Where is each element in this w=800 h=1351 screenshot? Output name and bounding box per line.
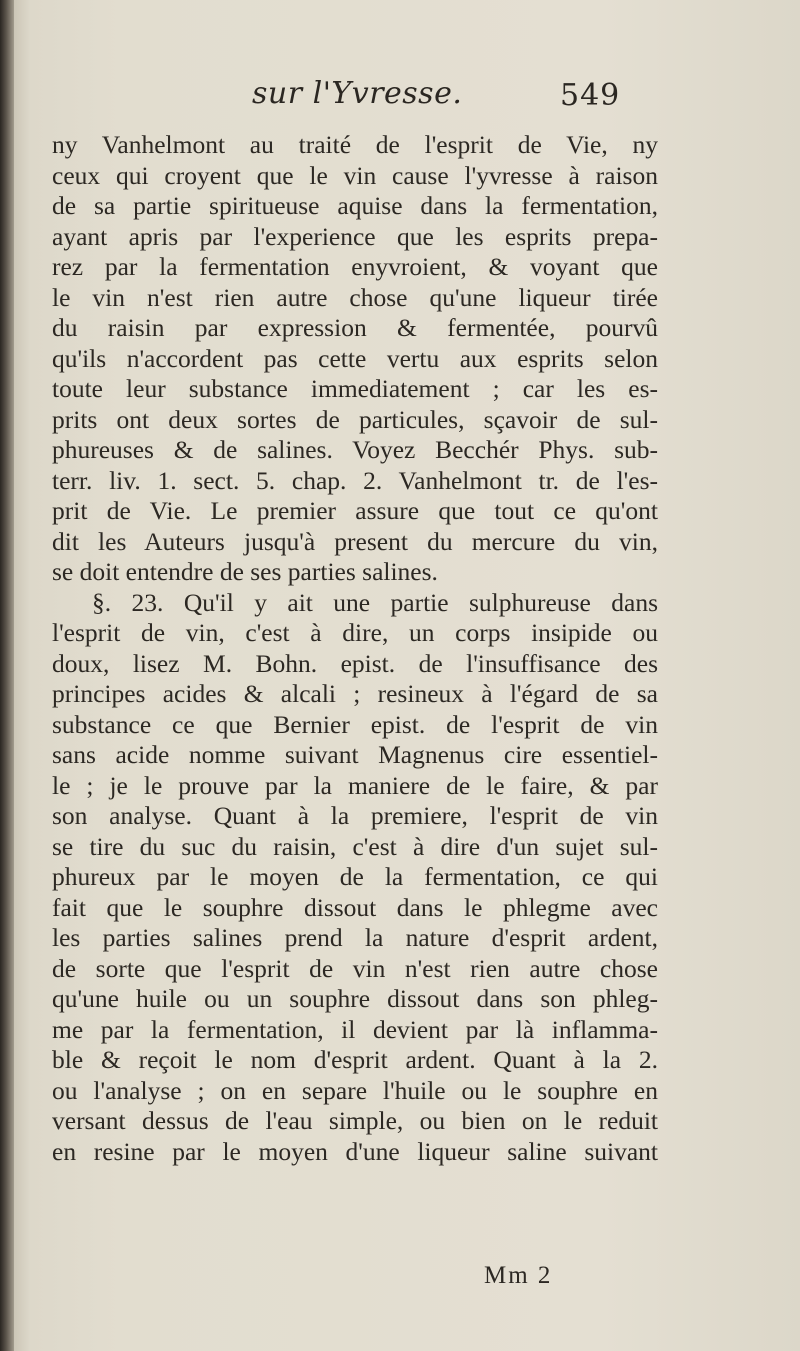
text-line: prits ont deux sortes de particules, sçavoir de sul- <box>52 404 658 434</box>
text-line: sans acide nomme suivant Magnenus cire essentiel- <box>52 740 658 769</box>
paragraph-start-line: §. 23. Qu'il y ait une partie sulphureuse dans <box>92 587 658 617</box>
text-line: les parties salines prend la nature d'esprit ardent, <box>52 923 658 952</box>
text-line: son analyse. Quant à la premiere, l'esprit de vin <box>52 801 658 830</box>
text-line: phureuses & de salines. Voyez Becchér Phys. sub- <box>52 435 658 464</box>
text-line: de sa partie spiritueuse aquise dans la fermentation, <box>52 191 658 220</box>
running-title: sur l'Yvresse. <box>252 76 463 111</box>
page-number: 549 <box>560 78 621 113</box>
running-head <box>0 76 800 126</box>
text-line: se tire du suc du raisin, c'est à dire d'un sujet sul- <box>52 831 658 861</box>
text-line: ble & reçoit le nom d'esprit ardent. Quant à la 2. <box>52 1045 658 1074</box>
text-line: en resine par le moyen d'une liqueur saline suivant <box>52 1136 658 1166</box>
text-line: ayant apris par l'experience que les esprits prepa- <box>52 221 658 251</box>
text-line: doux, lisez M. Bohn. epist. de l'insuffisance des <box>52 648 658 678</box>
text-line: toute leur substance immediatement ; car les es- <box>52 374 658 403</box>
text-line: qu'ils n'accordent pas cette vertu aux esprits selon <box>52 343 658 373</box>
text-line: substance ce que Bernier epist. de l'esprit de vin <box>52 709 658 739</box>
book-spine-shadow <box>0 0 14 1351</box>
text-line: ou l'analyse ; on en separe l'huile ou le souphre en <box>52 1075 658 1105</box>
text-line: versant dessus de l'eau simple, ou bien on le reduit <box>52 1106 658 1135</box>
text-line: qu'une huile ou un souphre dissout dans son phleg- <box>52 984 658 1013</box>
text-line: phureux par le moyen de la fermentation, ce qui <box>52 862 658 891</box>
text-line: rez par la fermentation enyvroient, & voyant que <box>52 252 658 281</box>
text-line: fait que le souphre dissout dans le phlegme avec <box>52 892 658 922</box>
text-line: terr. liv. 1. sect. 5. chap. 2. Vanhelmont tr. de l'es- <box>52 465 658 495</box>
text-line: se doit entendre de ses parties salines. <box>52 557 438 586</box>
text-line: le ; je le prouve par la maniere de le faire, & par <box>52 770 658 800</box>
text-line: prit de Vie. Le premier assure que tout ce qu'ont <box>52 496 658 525</box>
text-line: le vin n'est rien autre chose qu'une liqueur tirée <box>52 282 658 312</box>
text-line: principes acides & alcali ; resineux à l'égard de sa <box>52 679 658 708</box>
text-line: l'esprit de vin, c'est à dire, un corps insipide ou <box>52 618 658 647</box>
body-text <box>52 130 658 1167</box>
text-line: ceux qui croyent que le vin cause l'yvresse à raison <box>52 160 658 190</box>
text-line: me par la fermentation, il devient par là inflamma- <box>52 1014 658 1044</box>
signature-mark: Mm 2 <box>484 1262 553 1289</box>
text-line: ny Vanhelmont au traité de l'esprit de Vie, ny <box>52 130 658 159</box>
text-line: dit les Auteurs jusqu'à present du mercure du vin, <box>52 526 658 556</box>
text-line: du raisin par expression & fermentée, pourvû <box>52 313 658 342</box>
text-line: de sorte que l'esprit de vin n'est rien autre chose <box>52 953 658 983</box>
